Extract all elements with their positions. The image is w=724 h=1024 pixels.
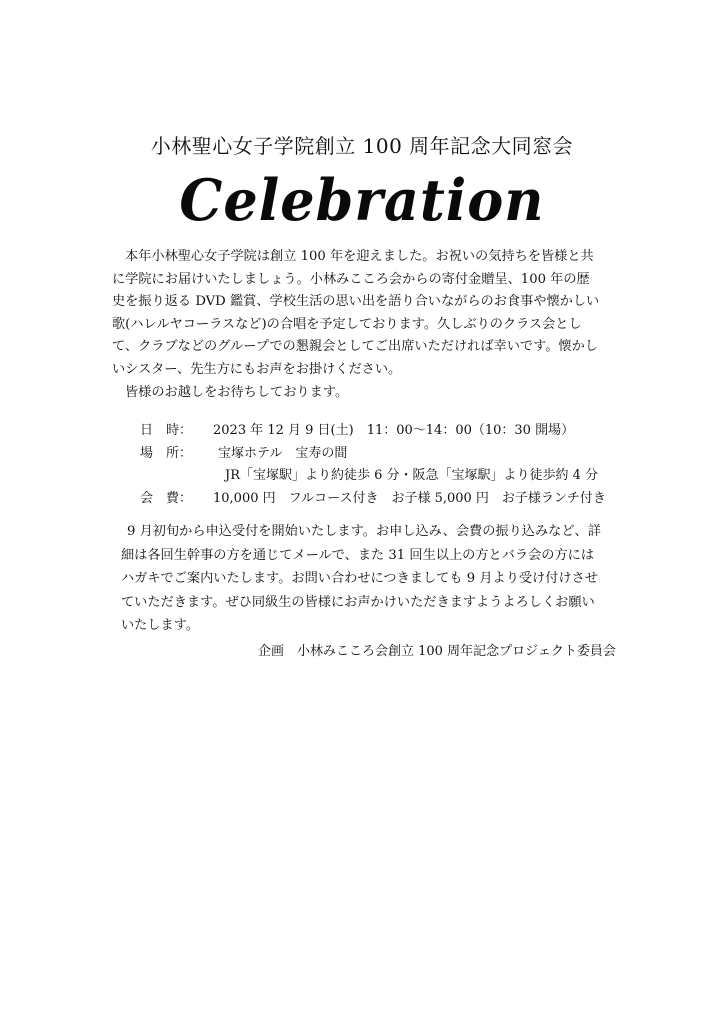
intro-paragraph: 本年小林聖心女子学院は創立 100 年を迎えました。お祝いの気持ちを皆様と共に学院にお届けいたしましょう。小林みこころ会からの寄付金贈呈、100 年の歴史を振り返る DVD 鑑賞、学校生活の思い出を語り合いながらのお食事や懐かしい歌(ハレルヤコーラスなど)の合唱を予定しております。久しぶりのクラス会として、クラブなどのグループでの懇親会としてご出席いただければ幸いです。懐かしいシスター、先生方にもお声をお掛けください。 — [112, 249, 600, 377]
access-info: JR「宝塚駅」より約徒歩 6 分・阪急「宝塚駅」より徒歩約 4 分 — [225, 468, 599, 483]
event-details — [140, 420, 610, 510]
page-title: 小林聖心女子学院創立 100 周年記念大同窓会 — [150, 134, 574, 158]
place-row — [140, 443, 610, 466]
intro-closing: 皆様のお越しをお待ちしております。 — [125, 384, 349, 400]
place-label: 場 所： — [140, 445, 193, 461]
place-value: 宝塚ホテル 宝寿の間 — [218, 445, 348, 461]
fee-row — [140, 488, 610, 511]
intro-text — [112, 246, 600, 404]
date-value: 2023 年 12 月 9 日(土) 11：00〜14：00（10：30 開場） — [213, 423, 575, 438]
notice-paragraph: 9 月初旬から申込受付を開始いたします。お申し込み、会費の振り込みなど、詳細は各回生幹事の方を通じてメールで、また 31 回生以上の方とバラ会の方にはハガキでご案内いたします。お問い合わせにつきましても 9 月より受け付けさせていただきます。ぜひ同級生の皆様にお声かけいただきますようよろしくお願いいたします。 — [121, 524, 601, 633]
registration-notice — [121, 520, 601, 638]
fee-value: 10,000 円 フルコース付き お子様 5,000 円 お子様ランチ付き — [213, 490, 606, 506]
fee-label: 会 費： — [140, 490, 193, 506]
celebration-headline: Celebration — [179, 166, 545, 234]
date-label: 日 時： — [140, 423, 193, 438]
date-row — [140, 420, 610, 443]
organizer-credit: 企画 小林みこころ会創立 100 周年記念プロジェクト委員会 — [258, 644, 616, 659]
